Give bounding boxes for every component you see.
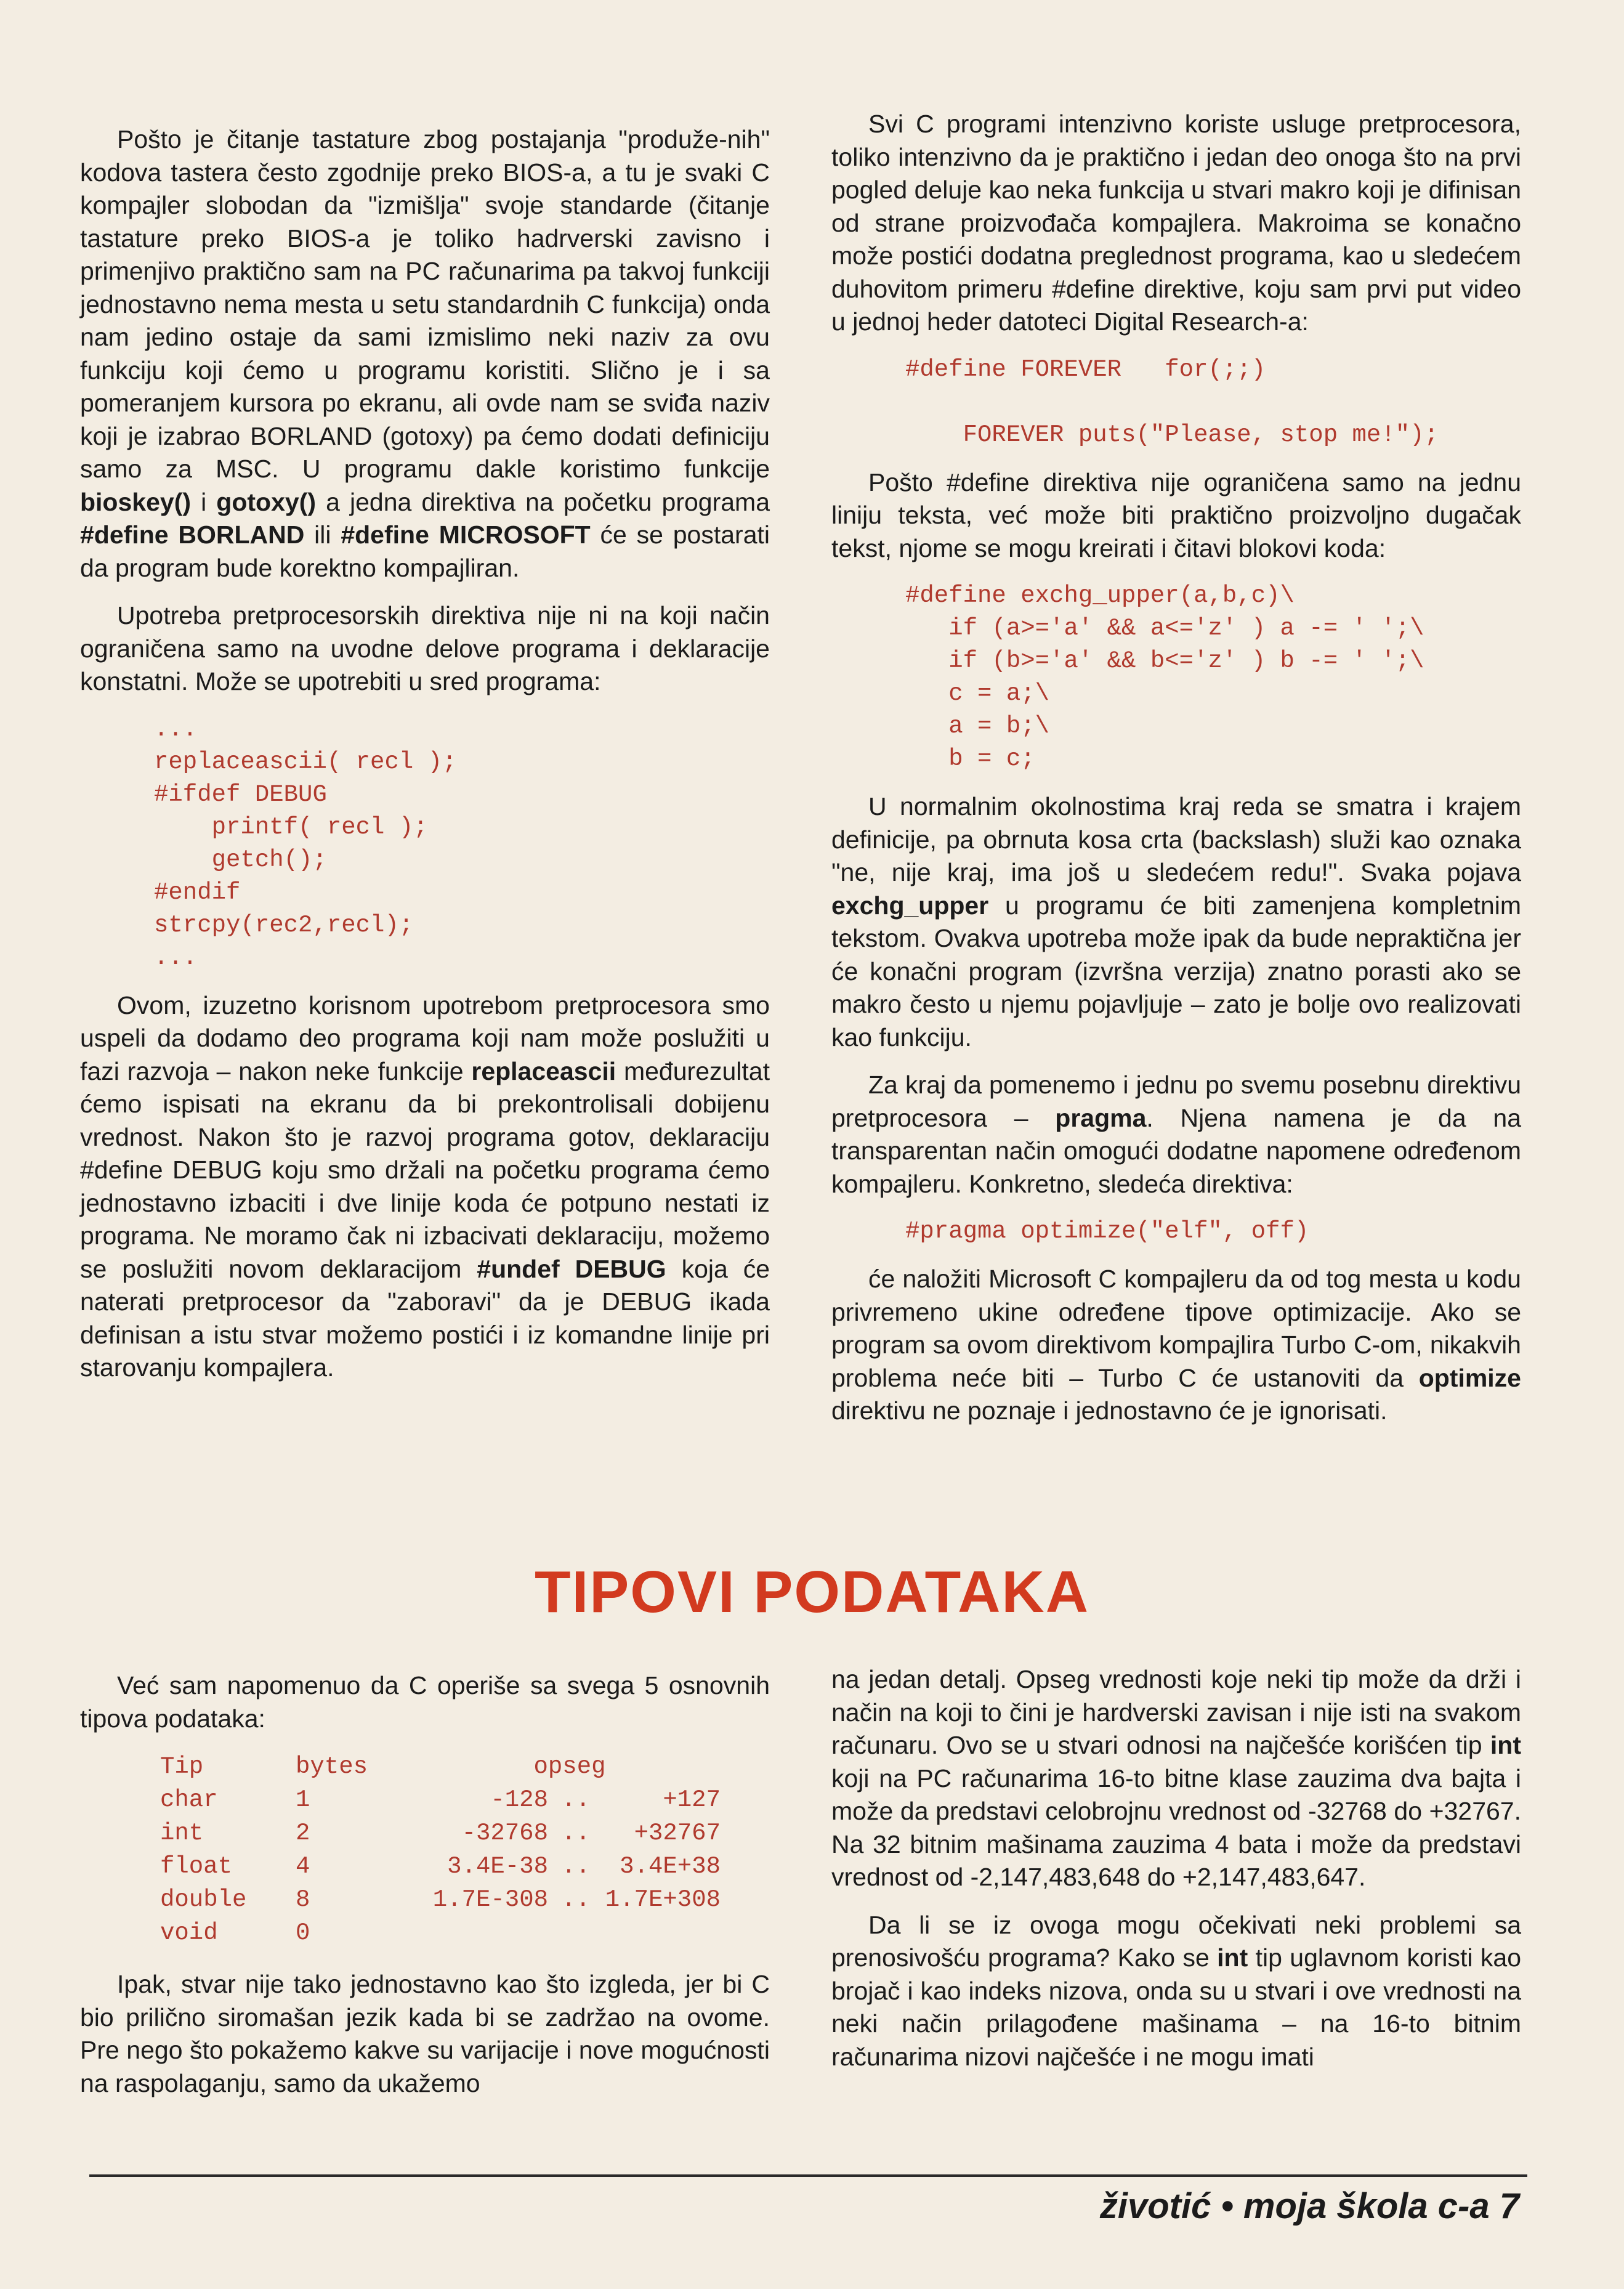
table-row xyxy=(160,1783,721,1817)
table-cell: .. xyxy=(561,1886,591,1913)
types-table xyxy=(160,1750,721,1950)
paragraph: U normalnim okolnostima kraj reda se smatra i krajem definicije, pa obrnuta kosa crta (backslash) služi kao oznaka "ne, nije kraj, ima još u sledećem redu!". Svaka pojava exchg_upper u programu će biti zamenjena kompletnim tekstom. Ovakva upotreba može ipak da bude nepraktična jer će konačni program (izvršna verzija) znatno porasti ako se makro često u njemu pojavljuje – zato je bolje ovo realizovati kao funkciju. xyxy=(831,792,1521,1051)
types-table-header xyxy=(160,1750,721,1783)
table-row xyxy=(160,1817,721,1850)
table-cell: int xyxy=(160,1820,204,1847)
paragraph: na jedan detalj. Opseg vrednosti koje neki tip može da drži i način na koji to čini je hardverski zavisan i nije isti na svakom računaru. Ovo se u stvari odnosi na najčešće korišćen tip int koji na PC računarima 16-to bitne klase zauzima dva bajta i može da predstavi celobrojnu vrednost od -32768 do +32767. Na 32 bitnim mašinama zauzima 4 bata i može da predstavi vrednost od -2,147,483,648 do +2,147,483,647. xyxy=(831,1665,1521,1891)
right-column-bottom xyxy=(831,1663,1521,2088)
code-block: #pragma optimize("elf", off) xyxy=(905,1218,1309,1245)
code-block: #define exchg_upper(a,b,c)\ if (a>='a' && a<='z' ) a -= ' ';\ if (b>='a' && b<='z' ) b -= ' ';\ c = a;\ a = b;\ b = c; xyxy=(905,582,1424,772)
page-footer: životić • moja škola c-a 7 xyxy=(1099,2186,1519,2226)
types-after: Ipak, stvar nije tako jednostavno kao što izgleda, jer bi C bio prilično siromašan jezik kada bi se zadržao na ovome. Pre nego što pokažemo kakve su varijacije i nove mogućnosti na raspolaganju, samo da ukažemo xyxy=(80,1970,770,2097)
header-tip: Tip xyxy=(160,1753,204,1780)
table-row xyxy=(160,1916,721,1950)
paragraph: Za kraj da pomenemo i jednu po svemu posebnu direktivu pretprocesora – pragma. Njena namena je da na transparentan način omogući dodatne napomene određenom kompajleru. Konkretno, sledeća direktiva: xyxy=(831,1071,1521,1198)
table-cell: .. xyxy=(561,1820,591,1847)
table-row xyxy=(160,1883,721,1916)
table-cell: .. xyxy=(561,1853,591,1880)
table-cell: 3.4E+38 xyxy=(620,1853,721,1880)
table-cell: 1 xyxy=(296,1786,310,1813)
table-cell: float xyxy=(160,1853,233,1880)
table-cell: char xyxy=(160,1786,218,1813)
table-cell: 0 xyxy=(296,1919,310,1947)
code-block: #define FOREVER for(;;) FOREVER puts("Please, stop me!"); xyxy=(905,355,1439,448)
table-cell: void xyxy=(160,1919,218,1947)
paragraph: Svi C programi intenzivno koriste usluge pretprocesora, toliko intenzivno da je praktično i jedan deo onoga što na prvi pogled deluje kao neka funkcija u stvari makro koji je difinisan od strane proizvođača kompajlera. Makroima se konačno može postići dodatna preglednost programa, kao u sledećem duhovitom primeru #define direktive, koju sam prvi put video u jednoj heder datoteci Digital Research-a: xyxy=(831,110,1521,336)
paragraph: će naložiti Microsoft C kompajleru da od tog mesta u kodu privremeno ukine određene tipove optimizacije. Ako se program sa ovom direktivom kompajlira Turbo C-om, nikakvih problema neće biti – Turbo C će ustanoviti da optimize direktivu ne poznaje i jednostavno će je ignorisati. xyxy=(831,1265,1521,1425)
paragraph: Pošto #define direktiva nije ograničena samo na jednu liniju teksta, već može biti praktično proizvoljno dugačak tekst, njome se mogu kreirati i čitavi blokovi koda: xyxy=(831,468,1521,562)
table-cell: 8 xyxy=(296,1886,310,1913)
table-cell: 1.7E-308 xyxy=(432,1886,548,1913)
table-cell: 4 xyxy=(296,1853,310,1880)
table-cell xyxy=(419,1916,548,1950)
left-column-bottom xyxy=(80,1669,770,2115)
table-cell xyxy=(548,1916,604,1950)
header-bytes: bytes xyxy=(296,1753,368,1780)
table-cell: .. xyxy=(561,1786,591,1813)
table-row xyxy=(160,1850,721,1883)
table-cell: -32768 xyxy=(461,1820,548,1847)
paragraph: Ovom, izuzetno korisnom upotrebom pretprocesora smo uspeli da dodamo deo programa koji nam može poslužiti u fazi razvoja – nakon neke funkcije replaceascii međurezultat ćemo ispisati na ekranu da bi prekontrolisali dobijenu vrednost. Nakon što je razvoj programa gotov, deklaraciju #define DEBUG koju smo držali na početku programa ćemo jednostavno izbaciti i dve linije koda će potpuno nestati iz programa. Ne moramo čak ni izbacivati deklaraciju, možemo se poslužiti novom deklaracijom #undef DEBUG koja će naterati pretprocesor da "zaboravi" da je DEBUG ikada definisan a istu stvar možemo postići i iz komandne linije pri starovanju kompajlera. xyxy=(80,991,770,1382)
section-title: TIPOVI PODATAKA xyxy=(534,1559,1090,1625)
table-cell: double xyxy=(160,1886,247,1913)
table-cell: +32767 xyxy=(634,1820,721,1847)
code-block: ... replaceascii( recl ); #ifdef DEBUG printf( recl ); getch(); #endif strcpy(rec2,recl); ... xyxy=(154,715,457,971)
table-cell: +127 xyxy=(663,1786,721,1813)
table-cell: -128 xyxy=(490,1786,548,1813)
table-cell: 2 xyxy=(296,1820,310,1847)
right-column-top xyxy=(831,108,1521,1443)
types-intro: Već sam napomenuo da C operiše sa svega 5 osnovnih tipova podataka: xyxy=(80,1671,770,1733)
table-cell: 1.7E+308 xyxy=(605,1886,721,1913)
paragraph: Upotreba pretprocesorskih direktiva nije ni na koji način ograničena samo na uvodne delove programa i deklaracije konstatni. Može se upotrebiti u sred programa: xyxy=(80,601,770,695)
footer-rule xyxy=(89,2174,1527,2177)
paragraph: Pošto je čitanje tastature zbog postajanja "produže-nih" kodova tastera često zgodnije preko BIOS-a, a tu je svaki C kompajler slobodan da "izmišlja" svoje standarde (čitanje tastature preko BIOS-a je toliko hadrverski zavisno i primenjivo praktično sam na PC računarima pa takvoj funkciji jednostavno nema mesta u setu standardnih C funkcija) onda nam jedino ostaje da sami izmislimo neki naziv za ovu funkciju koji ćemo u programu koristiti. Slično je i sa pomeranjem kursora po ekranu, ali ovde nam se sviđa naziv koji je izabrao BORLAND (gotoxy) pa ćemo dodati definiciju samo za MSC. U programu dakle koristimo funkcije bioskey() i gotoxy() a jedna direktiva na početku programa #define BORLAND ili #define MICROSOFT će se postarati da program bude korektno kompajliran. xyxy=(80,125,770,582)
header-opseg: opseg xyxy=(533,1753,606,1780)
left-column-top xyxy=(80,123,770,1400)
table-cell: 3.4E-38 xyxy=(447,1853,548,1880)
paragraph: Da li se iz ovoga mogu očekivati neki problemi sa prenosivošću programa? Kako se int tip uglavnom koristi kao brojač i kao indeks nizova, onda su u stvari i ove vrednosti na neki način prilagođene mašinama – na 16-to bitnim računarima nizovi najčešće i ne mogu imati xyxy=(831,1910,1522,2071)
table-cell xyxy=(604,1916,721,1950)
